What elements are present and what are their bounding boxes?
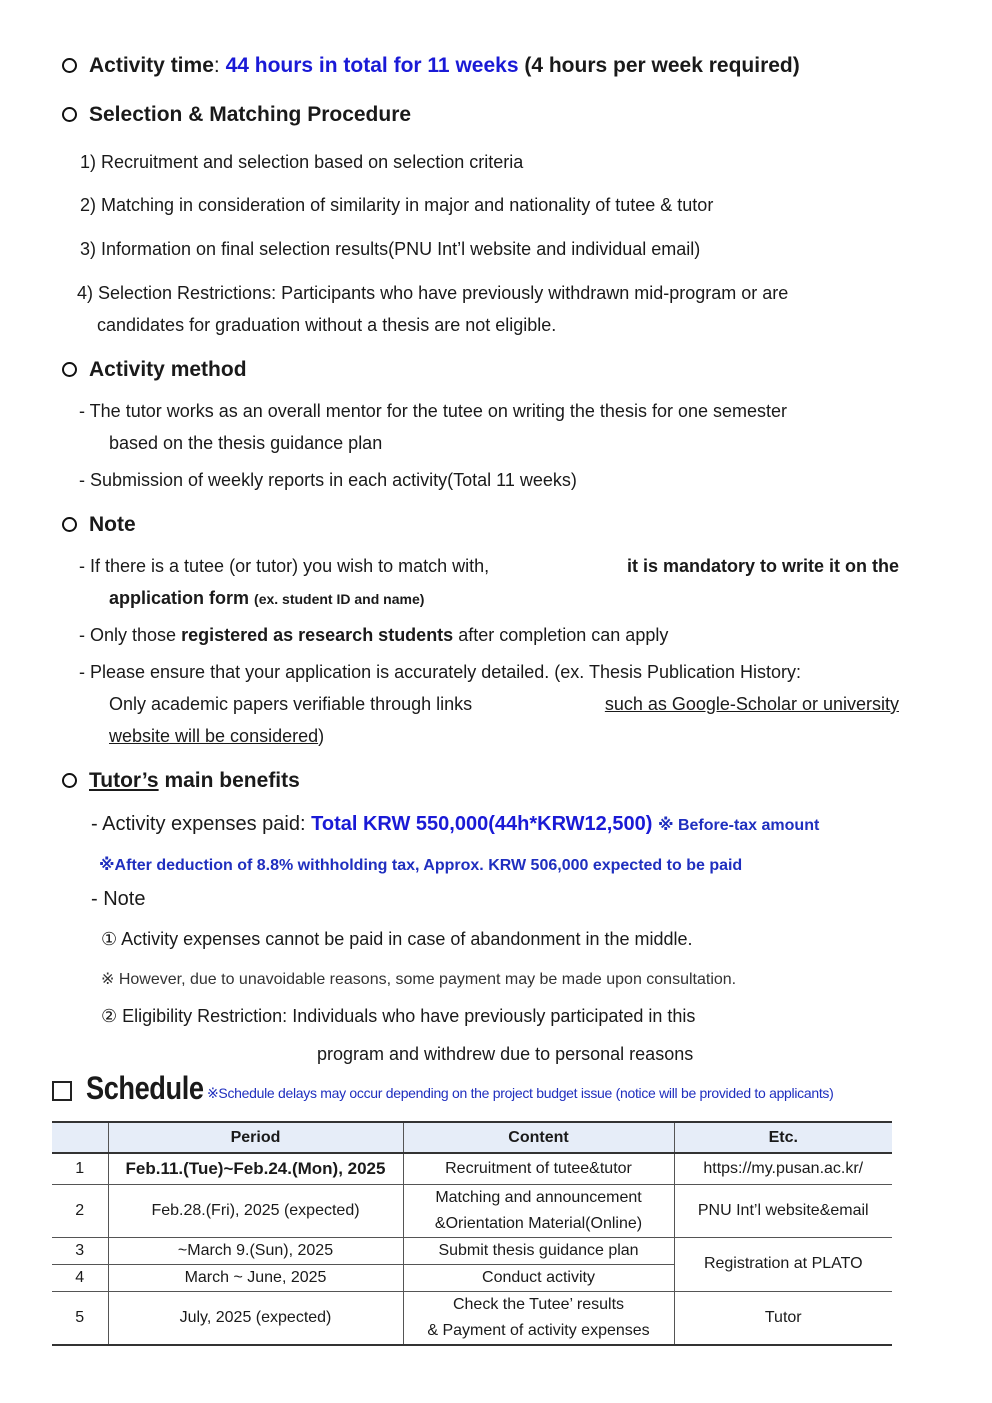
table-row xyxy=(52,1237,892,1264)
note-title: Note xyxy=(89,513,136,536)
activity-method-item-2: - Submission of weekly reports in each activity(Total 11 weeks) xyxy=(79,470,577,490)
benefits-note-1-sub: ※ However, due to unavoidable reasons, some payment may be made upon consultation. xyxy=(101,971,737,988)
schedule-table xyxy=(52,1121,892,1346)
row-etc: Registration at PLATO xyxy=(674,1237,892,1291)
note-item-3-pre: Only academic papers verifiable through links xyxy=(109,694,473,714)
circle-bullet-icon xyxy=(62,362,77,377)
note-item-2 xyxy=(79,625,668,646)
schedule-subtitle: ※Schedule delays may occur depending on the project budget issue (notice will be provided to applicants) xyxy=(207,1085,834,1101)
activity-time-label: Activity time xyxy=(89,54,214,77)
selection-item-3: 3) Information on final selection results(PNU Int’l website and individual email) xyxy=(80,239,701,259)
row-number: 2 xyxy=(52,1184,108,1237)
note-item-3-underlined-2: website will be considered xyxy=(109,726,319,746)
note-example: (ex. student ID and name) xyxy=(254,591,425,607)
row-content: Recruitment of tutee&tutor xyxy=(403,1153,674,1184)
checkbox-square-icon xyxy=(52,1081,72,1101)
table-row xyxy=(52,1153,892,1184)
header-period: Period xyxy=(108,1122,403,1153)
activity-time-colon: : xyxy=(213,54,220,77)
selection-item-2: 2) Matching in consideration of similarity in major and nationality of tutee & tutor xyxy=(80,195,714,215)
row-etc: https://my.pusan.ac.kr/ xyxy=(674,1153,892,1184)
note-item-2-pre: - Only those xyxy=(79,625,177,645)
selection-item-4: 4) Selection Restrictions: Participants who have previously withdrawn mid-program or are xyxy=(77,283,789,303)
activity-method-heading xyxy=(62,358,247,382)
header-number xyxy=(52,1122,108,1153)
activity-method-title: Activity method xyxy=(89,358,247,381)
selection-item-4-cont: candidates for graduation without a thesis are not eligible. xyxy=(97,315,557,335)
row-content: Conduct activity xyxy=(403,1264,674,1291)
benefits-withholding: ※After deduction of 8.8% withholding tax, Approx. KRW 506,000 expected to be paid xyxy=(99,857,743,874)
activity-method-item-1-cont: based on the thesis guidance plan xyxy=(109,433,383,453)
schedule-heading xyxy=(52,1070,224,1107)
benefits-expenses xyxy=(91,813,819,836)
row-content: Submit thesis guidance plan xyxy=(403,1237,674,1264)
circle-bullet-icon xyxy=(62,773,77,788)
benefits-note-1: ① Activity expenses cannot be paid in case of abandonment in the middle. xyxy=(101,929,693,949)
schedule-title: Schedule xyxy=(86,1070,204,1106)
circle-bullet-icon xyxy=(62,107,77,122)
row-etc: Tutor xyxy=(674,1291,892,1345)
benefits-note-2-cont: program and withdrew due to personal reasons xyxy=(317,1044,694,1064)
note-item-3: - Please ensure that your application is accurately detailed. (ex. Thesis Publication History: xyxy=(79,662,802,682)
row-period: July, 2025 (expected) xyxy=(108,1291,403,1345)
benefits-note-label: - Note xyxy=(91,888,146,910)
note-item-1 xyxy=(79,556,899,577)
selection-item-1: 1) Recruitment and selection based on selection criteria xyxy=(80,152,524,172)
benefits-note-2: ② Eligibility Restriction: Individuals who have previously participated in this xyxy=(101,1006,696,1026)
row-content-line-1: Check the Tutee’ results xyxy=(452,1295,625,1313)
benefits-title: main benefits xyxy=(164,769,300,792)
benefits-title-underlined: Tutor’s xyxy=(89,769,159,792)
row-number: 3 xyxy=(52,1237,108,1264)
row-period: Feb.11.(Tue)~Feb.24.(Mon), 2025 xyxy=(108,1153,403,1184)
row-period: Feb.28.(Fri), 2025 (expected) xyxy=(108,1184,403,1237)
row-number: 1 xyxy=(52,1153,108,1184)
note-item-1-cont xyxy=(109,588,424,609)
circle-bullet-icon xyxy=(62,517,77,532)
activity-time-note: (4 hours per week required) xyxy=(524,54,800,77)
activity-method-item-1: - The tutor works as an overall mentor for the tutee on writing the thesis for one semester xyxy=(79,401,788,421)
row-content-line-2: & Payment of activity expenses xyxy=(427,1321,650,1339)
note-item-1-mandatory: it is mandatory to write it on the xyxy=(626,556,899,576)
row-content-line-1: Matching and announcement xyxy=(435,1188,642,1206)
note-item-3-underlined: such as Google-Scholar or university xyxy=(604,694,899,714)
note-heading xyxy=(62,513,136,537)
note-item-2-bold: registered as research students xyxy=(181,625,454,645)
note-item-3-cont2 xyxy=(109,726,324,747)
note-item-2-post: after completion can apply xyxy=(458,625,669,645)
benefits-expenses-label: - Activity expenses paid: xyxy=(91,813,306,835)
row-content xyxy=(403,1184,674,1237)
selection-title: Selection & Matching Procedure xyxy=(89,103,412,126)
row-period: March ~ June, 2025 xyxy=(108,1264,403,1291)
benefits-before-tax: ※ Before-tax amount xyxy=(657,817,820,834)
row-content-line-2: &Orientation Material(Online) xyxy=(434,1214,643,1232)
note-item-3-cont xyxy=(109,694,899,715)
activity-time-highlight: 44 hours in total for 11 weeks xyxy=(225,54,519,77)
note-item-1-text: - If there is a tutee (or tutor) you wish to match with, xyxy=(79,556,490,576)
selection-heading xyxy=(62,103,411,127)
row-number: 5 xyxy=(52,1291,108,1345)
row-number: 4 xyxy=(52,1264,108,1291)
note-item-3-close: ) xyxy=(318,726,325,746)
row-period: ~March 9.(Sun), 2025 xyxy=(108,1237,403,1264)
activity-time-heading xyxy=(62,54,800,78)
table-row xyxy=(52,1291,892,1345)
table-row xyxy=(52,1184,892,1237)
benefits-expenses-amount: Total KRW 550,000(44h*KRW12,500) xyxy=(311,813,653,835)
circle-bullet-icon xyxy=(62,58,77,73)
table-header-row xyxy=(52,1122,892,1153)
benefits-heading xyxy=(62,769,300,793)
header-content: Content xyxy=(403,1122,674,1153)
note-application-form: application form xyxy=(109,588,250,608)
row-content xyxy=(403,1291,674,1345)
row-etc: PNU Int’l website&email xyxy=(674,1184,892,1237)
header-etc: Etc. xyxy=(674,1122,892,1153)
